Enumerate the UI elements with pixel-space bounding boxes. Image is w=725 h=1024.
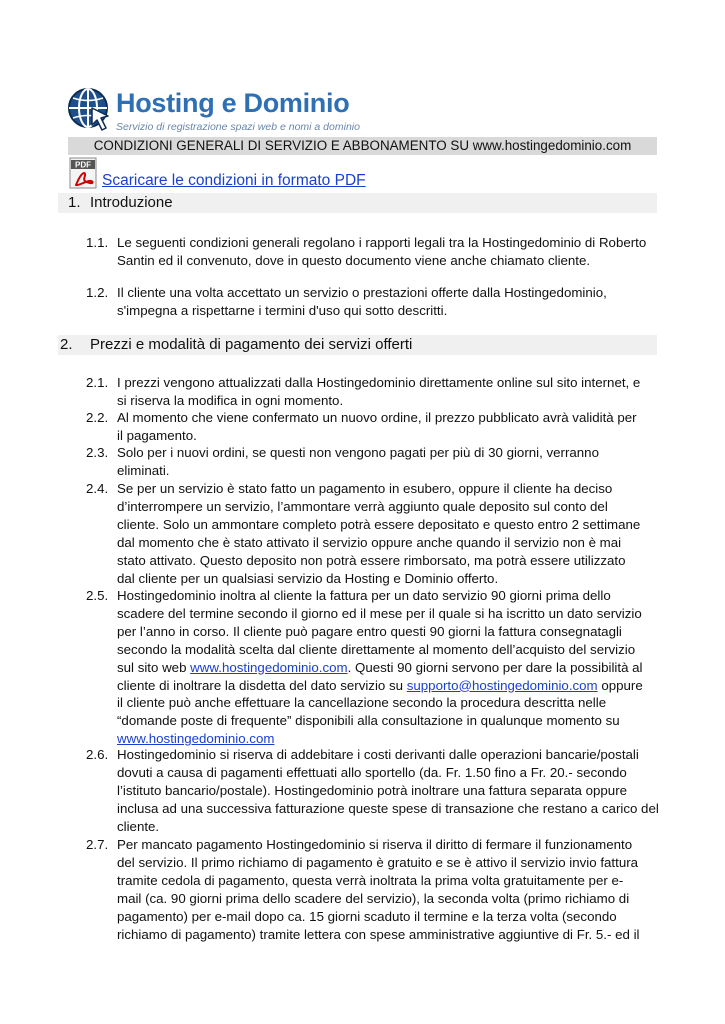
item-line: I prezzi vengono attualizzati dalla Hostingedominio direttamente online sul sito internet, e [117, 375, 641, 390]
item-number: 1.1. [86, 235, 109, 250]
pdf-download-row [68, 157, 668, 191]
item-line: mail (ca. 90 giorni prima dello scadere del servizio), la seconda volta (primo richiamo di [117, 890, 630, 906]
item-line: secondo la modalità scelta dal cliente direttamente al momento dell’acquisto del servizio [117, 641, 636, 657]
item-line: s'impegna a rispettarne i termini d'uso qui sotto descritti. [117, 302, 448, 318]
line-text: cliente di inoltrare la disdetta del dato servizio su [117, 677, 407, 693]
website-link[interactable]: www.hostingedominio.com [190, 659, 348, 675]
item-line: “domande poste di frequente” disponibili alla consultazione in qualunque momento su [117, 713, 620, 729]
section-title: Prezzi e modalità di pagamento dei servizi offerti [90, 336, 413, 353]
item-line: cliente. Solo un ammontare completo potrà essere depositato e questo entro 2 settimane [117, 516, 641, 532]
item-line: inclusa ad una successiva fatturazione queste spese di transazione che restano a carico del [117, 800, 659, 816]
item-line: il pagamento. [117, 427, 197, 443]
item-line: del servizio. Il primo richiamo di pagamento è gratuito e se è attivo il servizio invio fattura [117, 854, 639, 870]
website-link[interactable]: www.hostingedominio.com [117, 731, 275, 747]
item-line: il cliente può anche effettuare la cancellazione secondo la procedura descritta nelle [117, 695, 607, 711]
item-line: tramite cedola di pagamento, questa verrà inoltrata la prima volta gratuitamente per e- [117, 872, 624, 888]
item-line: stato attivato. Questo deposito non potrà essere rimborsato, ma potrà essere utilizzato [117, 552, 626, 568]
item-line: dovuti a causa di pagamenti effettuati allo sportello (da. Fr. 1.50 fino a Fr. 20.- secondo [117, 764, 627, 780]
item-number: 2.1. [86, 375, 109, 390]
section-title: Introduzione [90, 194, 173, 211]
item-number: 2.4. [86, 481, 109, 496]
section-number: 1. [68, 194, 81, 211]
item-number: 2.6. [86, 747, 109, 762]
item-line: l’istituto bancario/postale). Hostingedominio potrà inoltrare una fattura separata oppure [117, 782, 628, 798]
item-line: d’interrompere un servizio, l’ammontare verrà aggiunto quale deposito sul conto del [117, 498, 608, 514]
item-line: scadere del termine secondo il giorno ed il mese per il quale si ha iscritto un dato servizio [117, 605, 642, 621]
item-line: per l’anno in corso. Il cliente può pagare entro questi 90 giorni la fattura consegnatagli [117, 623, 622, 639]
item-line: Se per un servizio è stato fatto un pagamento in esubero, oppure il cliente ha deciso [117, 481, 613, 496]
item-number: 2.7. [86, 837, 109, 852]
logo-title: Hosting e Dominio [116, 88, 350, 118]
item-line: richiamo di pagamento) tramite lettera con spese amministrative aggiuntive di Fr. 5.- ed il [117, 926, 640, 942]
section-heading-1 [58, 193, 657, 213]
pdf-file-icon[interactable] [68, 157, 100, 189]
logo[interactable] [66, 86, 376, 136]
item-line: Per mancato pagamento Hostingedominio si riserva il diritto di fermare il funzionamento [117, 837, 633, 852]
section-heading-2 [58, 335, 657, 355]
item-number: 2.5. [86, 588, 109, 603]
line-text: . Questi 90 giorni servono per dare la possibilità al [347, 659, 643, 675]
section-number: 2. [60, 336, 73, 353]
item-line: Il cliente una volta accettato un servizio o prestazioni offerte dalla Hostingedominio, [117, 285, 607, 300]
item-line: Hostingedominio inoltra al cliente la fattura per un dato servizio 90 giorni prima dello [117, 588, 611, 603]
item-line [117, 677, 664, 695]
item-line: cliente. [117, 818, 160, 834]
support-email-link[interactable]: supporto@hostingedominio.com [406, 677, 598, 693]
item-line: dal momento che è stato attivato il servizio oppure anche quando il servizio non è mai [117, 534, 622, 550]
item-line: dal cliente per un qualsiasi servizio da Hosting e Dominio offerto. [117, 570, 499, 586]
item-line: Al momento che viene confermato un nuovo ordine, il prezzo pubblicato avrà validità per [117, 410, 637, 425]
globe-cursor-icon [66, 86, 116, 136]
line-text: oppure [597, 677, 643, 693]
item-line: Santin ed il convenuto, dove in questo documento viene anche chiamato cliente. [117, 252, 591, 268]
item-line: Solo per i nuovi ordini, se questi non vengono pagati per più di 30 giorni, verranno [117, 445, 599, 460]
item-line: Le seguenti condizioni generali regolano i rapporti legali tra la Hostingedominio di Roberto [117, 235, 647, 250]
pdf-download-link[interactable]: Scaricare le condizioni in formato PDF [102, 172, 366, 189]
item-number: 1.2. [86, 285, 109, 300]
item-number: 2.2. [86, 410, 109, 425]
logo-subtitle: Servizio di registrazione spazi web e nomi a dominio [116, 121, 360, 133]
page-title: CONDIZIONI GENERALI DI SERVIZIO E ABBONAMENTO SU www.hostingedominio.com [68, 137, 657, 155]
item-line: Hostingedominio si riserva di addebitare i costi derivanti dalle operazioni bancarie/postali [117, 747, 639, 762]
pdf-icon-label: PDF [75, 160, 91, 170]
line-text: sul sito web [117, 659, 191, 675]
item-line [117, 659, 664, 677]
item-line: eliminati. [117, 462, 170, 478]
item-number: 2.3. [86, 445, 109, 460]
item-line: si riserva la modifica in ogni momento. [117, 392, 344, 408]
item-line: pagamento) per e-mail dopo ca. 15 giorni scaduto il termine e la terza volta (secondo [117, 908, 617, 924]
